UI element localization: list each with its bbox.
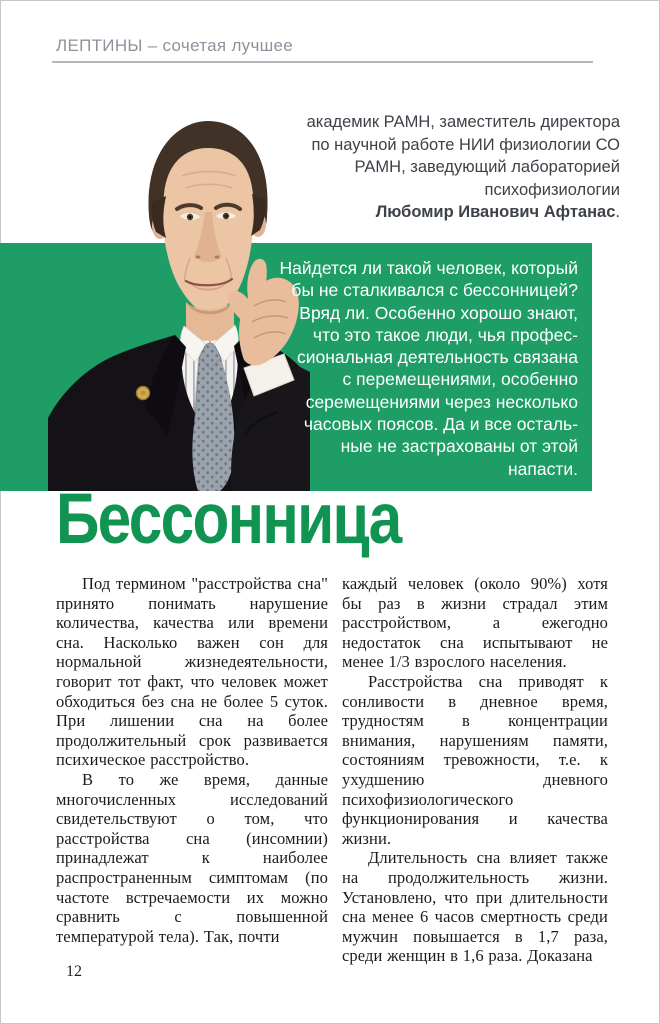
byline-suffix: .: [615, 203, 620, 221]
paragraph: Под термином "расстройства сна" принято понимать нарушение количества, качества или времени сна. Насколько важен сон для нормальной жизнедеятельности, говорит тот факт, что человек может обходиться без сна не более 5 суток. При лишении сна на более продолжительный срок развивается психическое расстройство.: [56, 574, 328, 770]
article-body: [56, 574, 608, 966]
byline-credentials: академик РАМН, заместитель директора по научной работе НИИ физиологии СО РАМН, заведующий лабораторией психофизиологии: [306, 113, 620, 199]
article-column-right: [342, 574, 608, 966]
header-divider: [52, 61, 593, 63]
paragraph: каждый человек (около 90%) хотя бы раз в жизни страдал этим расстройством, а ежегодно недостаток сна испытывают не менее 1/3 взрослого населения.: [342, 574, 608, 672]
article-column-left: [56, 574, 328, 966]
running-header: ЛЕПТИНЫ – сочетая лучшее: [56, 36, 294, 55]
paragraph: Расстройства сна приводят к сонливости в дневное время, трудностям в концентрации внимания, нарушениям памяти, состояниям тревожности, т.е. к ухудшению дневного психофизиологического функционирования и качества жизни.: [342, 671, 608, 848]
article-headline: Бессонница: [56, 480, 401, 559]
author-name: Любомир Иванович Афтанас: [375, 203, 616, 221]
paragraph: В то же время, данные многочисленных исследований свидетельствуют о том, что расстройства сна (инсомнии) принадлежат к наиболее распространенным симптомам (по частоте встречаемости их можно сравнить с повышенной температурой тела). Так, почти: [56, 769, 328, 946]
quote-text: Найдется ли такой человек, который бы не сталкивался с бессонницей? Вряд ли. Особенно хорошо знают, что это такое люди, чья профес- сиональная деятельность связана с перемещениями, особенно серемещениями через несколько часовых поясов. Да и все осталь- ные не застрахованы от этой напасти.: [279, 258, 578, 479]
paragraph: Длительность сна влияет также на продолжительность жизни. Установлено, что при длительности сна менее 6 часов смертность среди мужчин повышается в 1,7 раза, среди женщин в 1,6 раза. Доказана: [342, 848, 608, 966]
page-number: 12: [66, 963, 82, 980]
